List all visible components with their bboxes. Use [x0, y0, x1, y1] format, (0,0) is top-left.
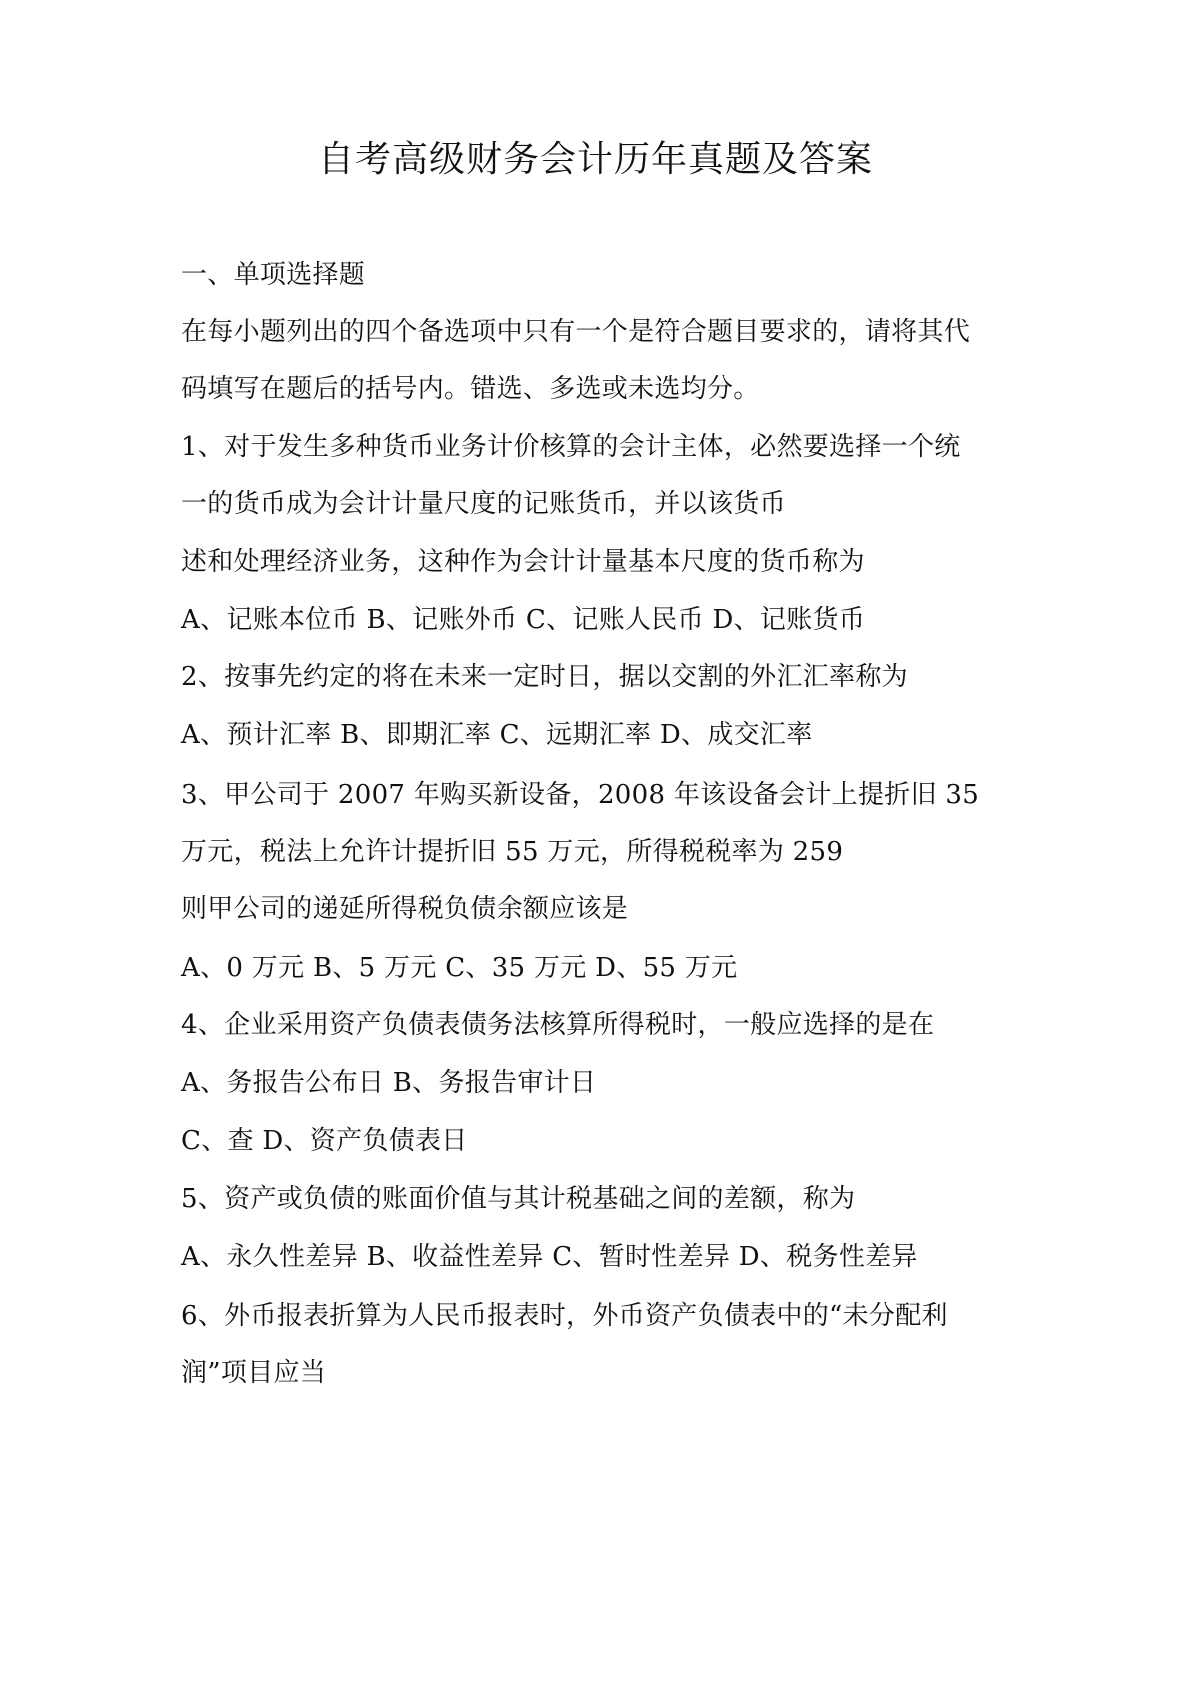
question-line: 述和处理经济业务，这种作为会计计量基本尺度的货币称为: [181, 547, 865, 577]
question-line: 则甲公司的递延所得税负债余额应该是: [181, 894, 629, 924]
options-line: C、查 D、资产负债表日: [181, 1126, 468, 1156]
question-line: 3、甲公司于 2007 年购买新设备，2008 年该设备会计上提折旧 35: [181, 780, 980, 810]
question-line: 4、企业采用资产负债表债务法核算所得税时，一般应选择的是在: [181, 1010, 935, 1040]
question-line: 1、对于发生多种货币业务计价核算的会计主体，必然要选择一个统: [181, 432, 961, 462]
question-line: 5、资产或负债的账面价值与其计税基础之间的差额，称为: [181, 1184, 856, 1214]
document-title: 自考高级财务会计历年真题及答案: [317, 139, 873, 180]
question-line: 6、外币报表折算为人民币报表时，外币资产负债表中的“未分配利: [181, 1301, 948, 1331]
question-line: 润”项目应当: [181, 1358, 327, 1388]
options-line: A、预计汇率 B、即期汇率 C、远期汇率 D、成交汇率: [181, 720, 813, 750]
section-heading: 一、单项选择题: [181, 260, 366, 290]
question-line: 2、按事先约定的将在未来一定时日，据以交割的外汇汇率称为: [181, 662, 908, 692]
question-line: 万元，税法上允许计提折旧 55 万元，所得税税率为 259: [181, 837, 844, 867]
options-line: A、务报告公布日 B、务报告审计日: [181, 1068, 597, 1098]
options-line: A、永久性差异 B、收益性差异 C、暂时性差异 D、税务性差异: [181, 1242, 918, 1272]
options-line: A、0 万元 B、5 万元 C、35 万元 D、55 万元: [181, 953, 738, 983]
options-line: A、记账本位币 B、记账外币 C、记账人民币 D、记账货币: [181, 605, 866, 635]
instruction-line: 在每小题列出的四个备选项中只有一个是符合题目要求的，请将其代: [181, 317, 971, 347]
question-line: 一的货币成为会计计量尺度的记账货币，并以该货币: [181, 489, 786, 519]
instruction-line: 码填写在题后的括号内。错选、多选或未选均分。: [181, 374, 760, 404]
